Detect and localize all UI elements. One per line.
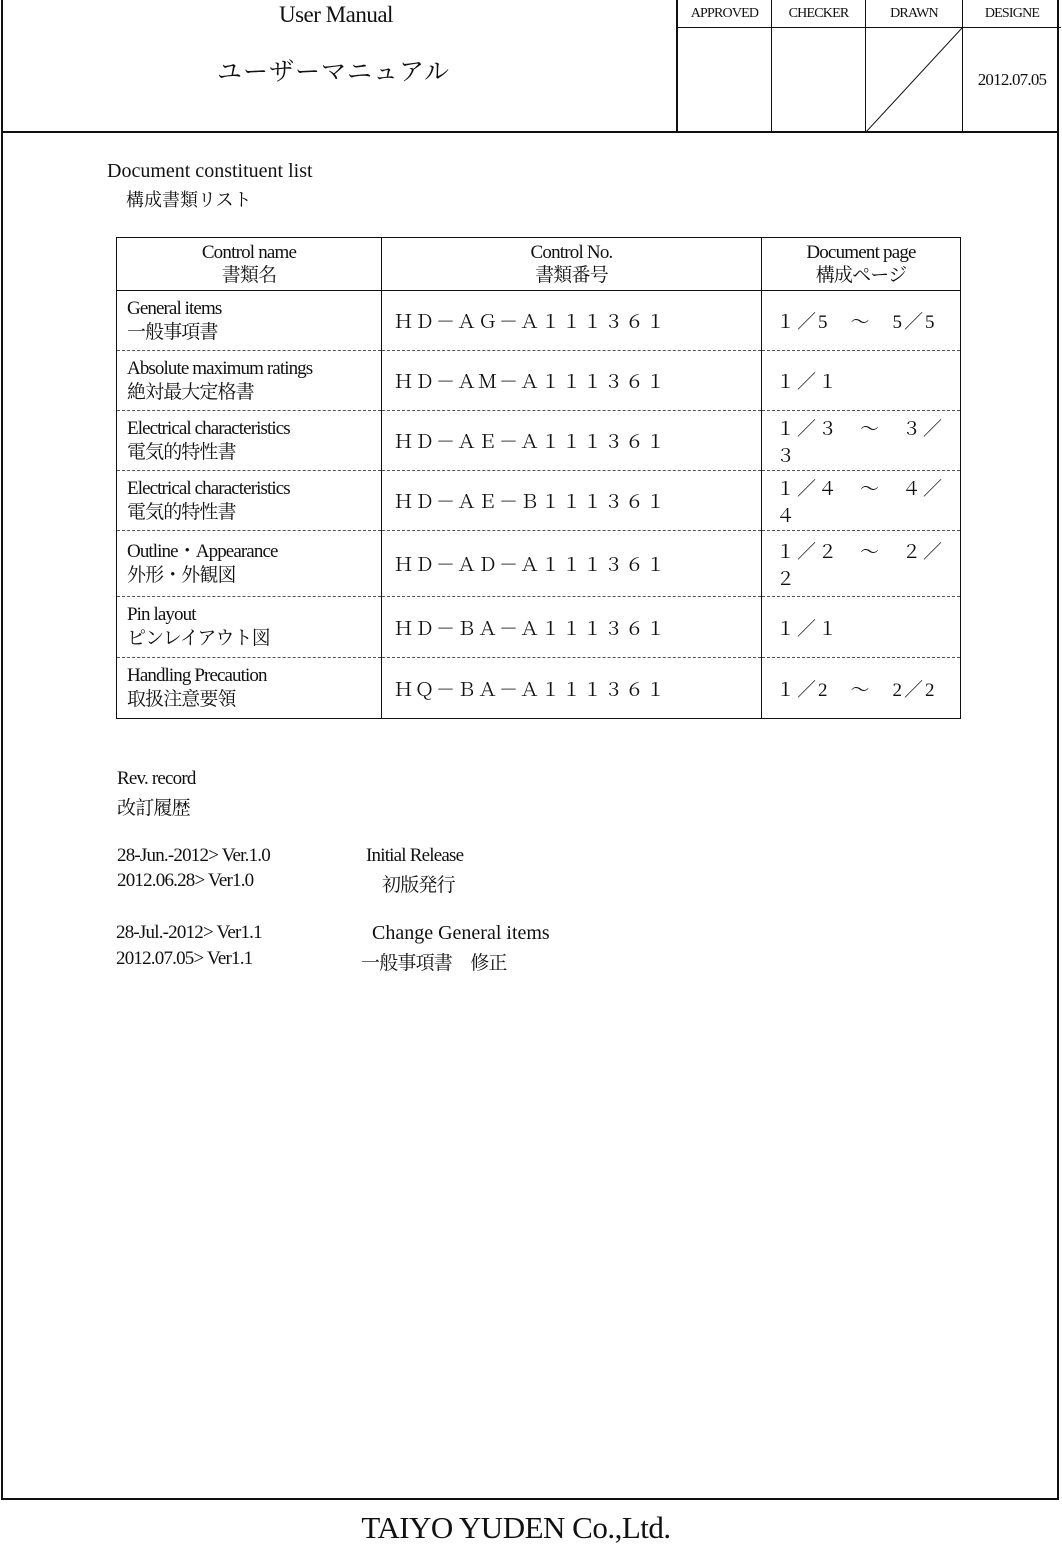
control-name-jp: 一般事項書: [127, 321, 218, 343]
control-name-en: Outline・Appearance: [127, 540, 278, 562]
drawn-label: DRAWN: [866, 0, 962, 28]
document-page-cell: １／5 ～ 5／5: [762, 291, 961, 351]
approval-block: [676, 0, 1061, 133]
control-no-cell: ＨＱ－ＢＡ－Ａ１１１３６１: [382, 658, 762, 719]
control-name-jp: 電気的特性書: [127, 501, 236, 523]
designe-date: 2012.07.05: [977, 70, 1047, 89]
manual-title-jp: ユーザーマニュアル: [217, 59, 451, 86]
company-name: TAIYO YUDEN Co.,Ltd.: [361, 1510, 671, 1545]
control-no-cell: ＨＤ－ＡＥ－Ａ１１１３６１: [382, 411, 762, 471]
table-row: [117, 658, 961, 719]
control-name-en: Handling Precaution: [127, 665, 267, 686]
control-name-en: Pin layout: [127, 604, 196, 625]
document-page-cell: １／２ ～ ２／２: [762, 531, 961, 597]
control-no-cell: ＨＤ－ＡＧ－Ａ１１１３６１: [382, 291, 762, 351]
control-name-cell: [117, 471, 382, 531]
control-name-cell: [117, 658, 382, 719]
control-no-cell: ＨＤ－ＢＡ－Ａ１１１３６１: [382, 597, 762, 658]
control-name-cell: [117, 291, 382, 351]
manual-title-en: User Manual: [279, 2, 393, 27]
table-row: [117, 471, 961, 531]
designe-cell: [963, 0, 1061, 131]
document-page-cell: １／2 ～ 2／2: [762, 658, 961, 719]
rev-entry-desc-en: Initial Release: [366, 845, 464, 866]
section-title-en: Document constituent list: [107, 160, 313, 182]
rev-record-title-jp: 改訂履歴: [117, 798, 190, 819]
control-no-cell: ＨＤ－ＡＥ－Ｂ１１１３６１: [382, 471, 762, 531]
drawn-cell: [866, 0, 963, 131]
table-row: [117, 351, 961, 411]
control-name-jp: 取扱注意要領: [127, 689, 236, 710]
designe-label: DESIGNE: [963, 0, 1061, 28]
control-no-cell: ＨＤ－ＡＤ－Ａ１１１３６１: [382, 531, 762, 597]
checker-label: CHECKER: [772, 0, 865, 28]
table-row: [117, 291, 961, 351]
drawn-value: [866, 28, 962, 132]
section-title-jp: 構成書類リスト: [126, 190, 252, 210]
control-name-en: Absolute maximum ratings: [127, 357, 313, 379]
header-control-no: Control No. 書類番号: [382, 238, 762, 291]
table-header-row: [117, 238, 961, 291]
control-name-jp: 絶対最大定格書: [127, 381, 254, 403]
rev-entry-date-en: 28-Jun.-2012> Ver.1.0: [117, 845, 270, 866]
checker-value: [772, 28, 865, 132]
rev-entry-desc-en: Change General items: [372, 922, 550, 944]
approved-cell: [678, 0, 772, 131]
rev-entry-date-jp: 2012.06.28> Ver1.0: [117, 870, 254, 891]
document-page-cell: １／１: [762, 597, 961, 658]
rev-entry-desc-jp: 初版発行: [382, 875, 455, 896]
table-row: [117, 531, 961, 597]
header-control-name: Control name 書類名: [117, 238, 382, 291]
control-name-jp: ピンレイアウト図: [127, 628, 270, 649]
rev-entry-date-en: 28-Jul.-2012> Ver1.1: [116, 922, 262, 943]
rev-entry-date-jp: 2012.07.05> Ver1.1: [116, 948, 253, 969]
approved-label: APPROVED: [678, 0, 771, 28]
table-row: [117, 597, 961, 658]
control-name-en: General items: [127, 297, 222, 319]
control-name-en: Electrical characteristics: [127, 477, 290, 499]
control-no-cell: ＨＤ－ＡＭ－Ａ１１１３６１: [382, 351, 762, 411]
control-name-cell: [117, 351, 382, 411]
page-frame: [1, 0, 1059, 1500]
document-page-cell: １／１: [762, 351, 961, 411]
document-list-table: [116, 237, 961, 719]
control-name-en: Electrical characteristics: [127, 417, 290, 439]
title-block: [1, 0, 1059, 133]
control-name-cell: [117, 597, 382, 658]
approved-value: [678, 28, 771, 132]
document-page-cell: １／３ ～ ３／３: [762, 411, 961, 471]
control-name-cell: [117, 411, 382, 471]
document-page-cell: １／４ ～ ４／４: [762, 471, 961, 531]
rev-entry-desc-jp: 一般事項書 修正: [361, 953, 507, 974]
control-name-jp: 電気的特性書: [127, 441, 236, 463]
rev-record-title-en: Rev. record: [117, 768, 196, 789]
checker-cell: [772, 0, 866, 131]
drawn-slash-mark: [866, 28, 962, 132]
header-document-page: Document page 構成ページ: [762, 238, 961, 291]
table-row: [117, 411, 961, 471]
control-name-jp: 外形・外観図: [127, 564, 236, 586]
control-name-cell: [117, 531, 382, 597]
